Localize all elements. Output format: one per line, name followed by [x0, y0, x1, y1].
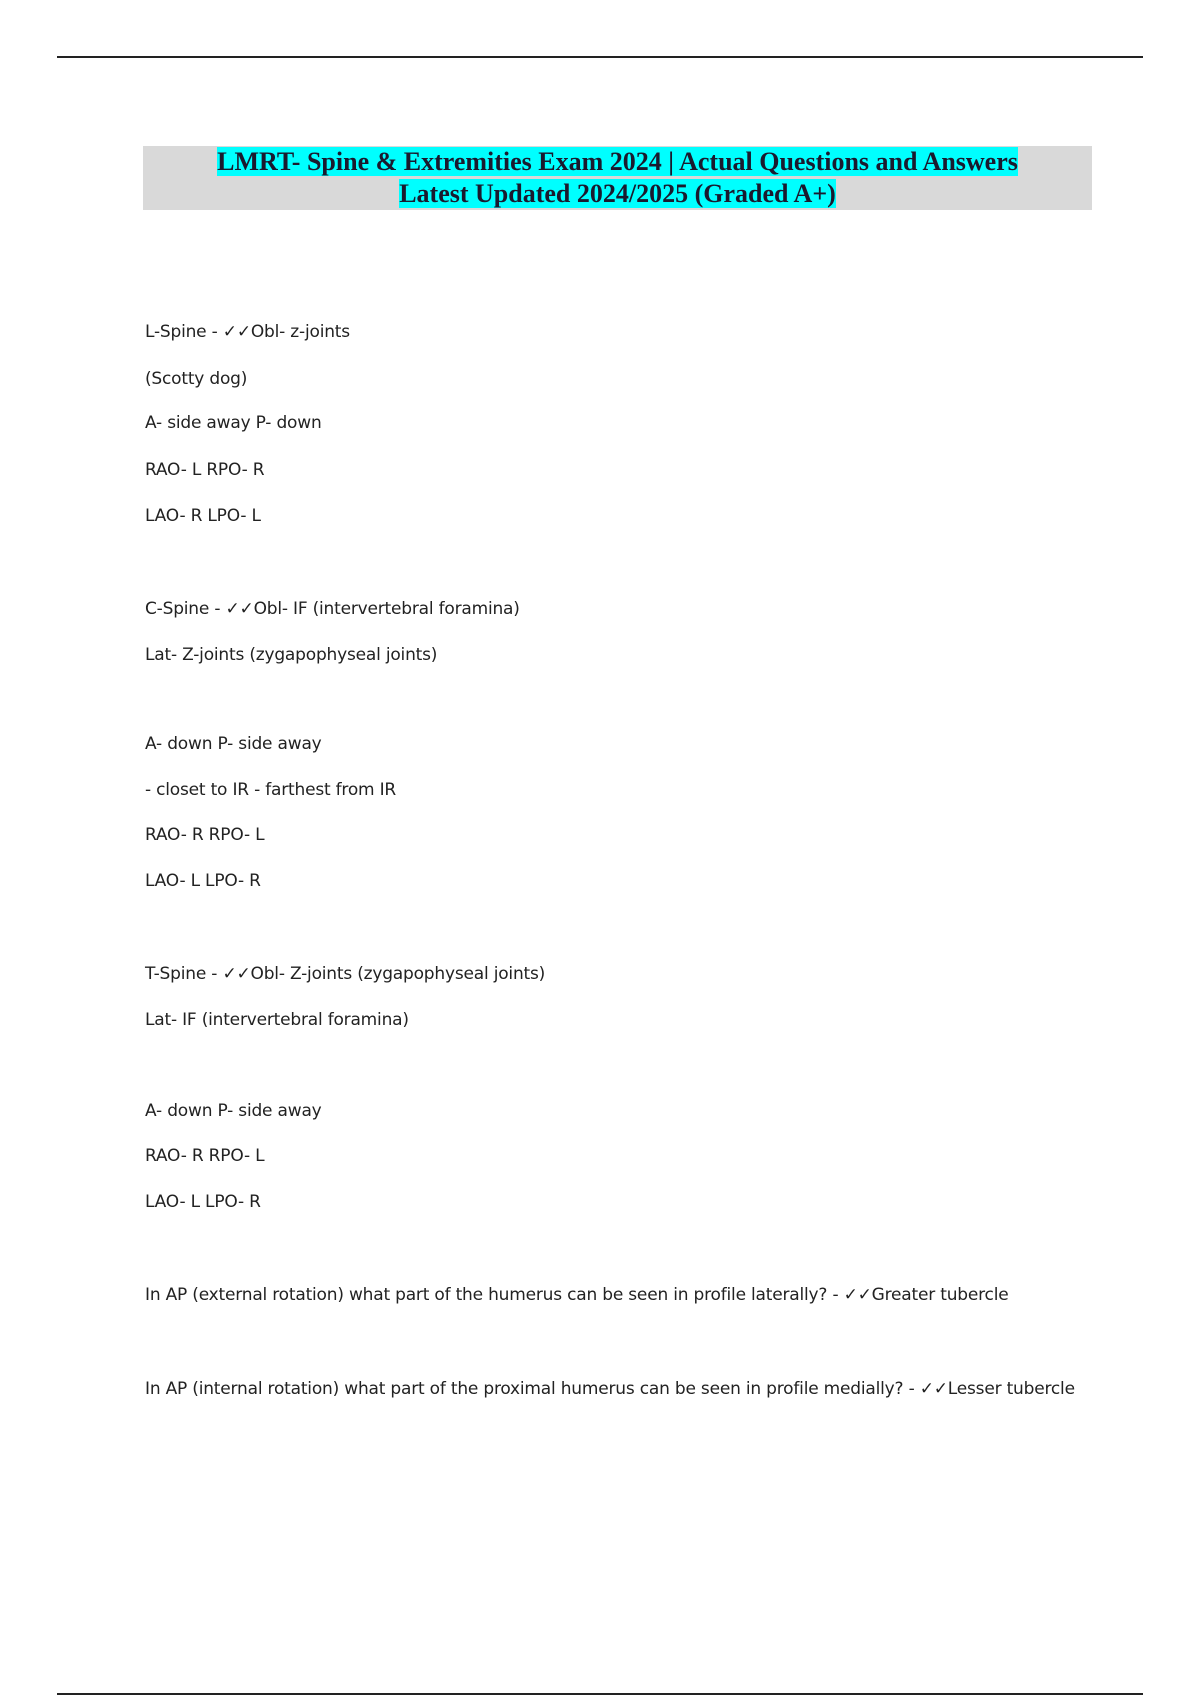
lspine-note: (Scotty dog): [145, 369, 248, 389]
document-title: [143, 146, 1092, 210]
cspine-ir-note: - closet to IR - farthest from IR: [145, 780, 397, 800]
cspine-lao: LAO- L LPO- R: [145, 871, 261, 891]
lspine-rao: RAO- L RPO- R: [145, 460, 265, 480]
cspine-rao: RAO- R RPO- L: [145, 825, 265, 845]
title-line-2: Latest Updated 2024/2025 (Graded A+): [399, 179, 836, 208]
lspine-ap: A- side away P- down: [145, 413, 322, 433]
tspine-answer: T-Spine - ✓✓Obl- Z-joints (zygapophyseal joints): [145, 964, 546, 984]
cspine-ap: A- down P- side away: [145, 734, 322, 754]
tspine-rao: RAO- R RPO- L: [145, 1146, 265, 1166]
cspine-lat: Lat- Z-joints (zygapophyseal joints): [145, 645, 438, 665]
title-line-1: LMRT- Spine & Extremities Exam 2024 | Actual Questions and Answers: [217, 147, 1018, 176]
header-rule: [57, 56, 1143, 58]
lspine-lao: LAO- R LPO- L: [145, 506, 261, 526]
question-internal-rotation: In AP (internal rotation) what part of the proximal humerus can be seen in profile medially? - ✓✓Lesser tubercle: [145, 1379, 1075, 1399]
lspine-answer: L-Spine - ✓✓Obl- z-joints: [145, 322, 350, 342]
question-external-rotation: In AP (external rotation) what part of the humerus can be seen in profile laterally? - ✓✓Greater tubercle: [145, 1285, 1009, 1305]
tspine-lat: Lat- IF (intervertebral foramina): [145, 1010, 409, 1030]
cspine-answer: C-Spine - ✓✓Obl- IF (intervertebral foramina): [145, 599, 520, 619]
tspine-lao: LAO- L LPO- R: [145, 1192, 261, 1212]
tspine-ap: A- down P- side away: [145, 1101, 322, 1121]
footer-rule: [57, 1693, 1143, 1695]
